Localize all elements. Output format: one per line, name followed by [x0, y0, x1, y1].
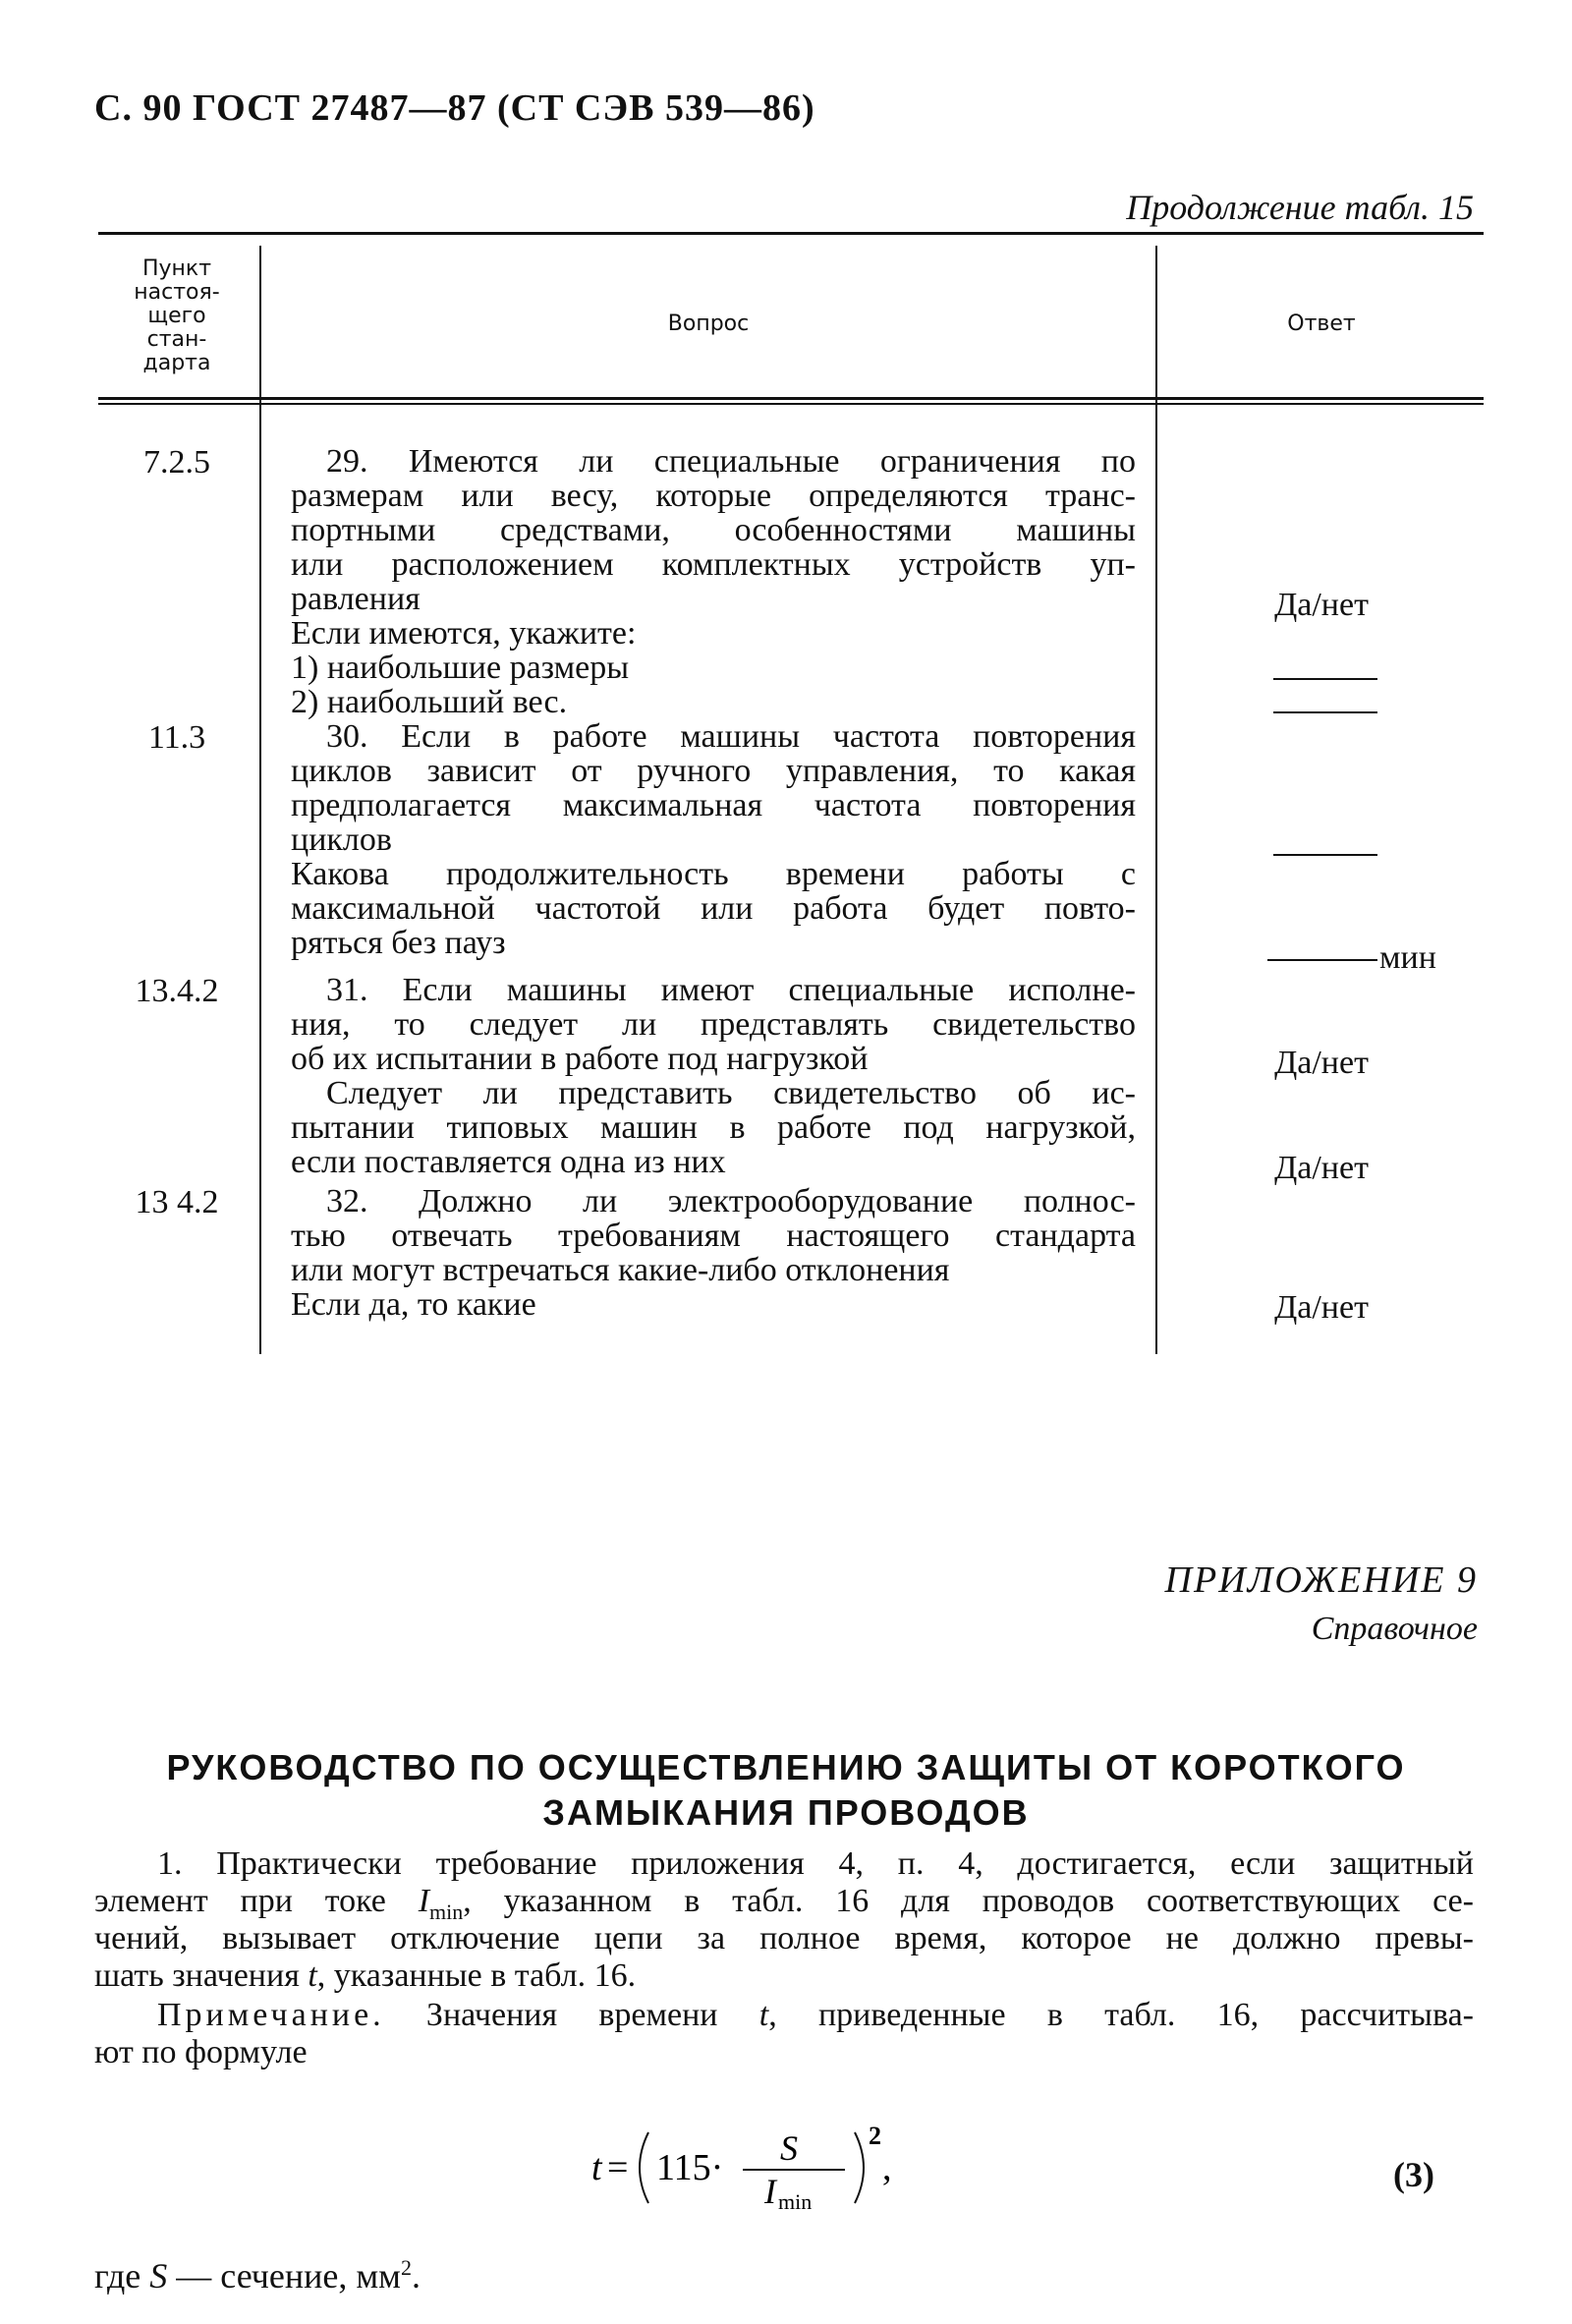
- question-line: предполагается максимальная частота повторения: [291, 788, 1136, 822]
- variable-definition: где S — сечение, $мм^2$.: [94, 2255, 421, 2296]
- formula-equals: =: [607, 2147, 629, 2188]
- question-line: 31. Если машины имеют специальные исполне-: [326, 973, 1136, 1007]
- question-line: максимальной частотой или работа будет повто-: [291, 891, 1136, 926]
- table-header-rule-2: [98, 403, 1484, 405]
- equation-number: (3): [1393, 2155, 1434, 2194]
- paragraph-line: элемент при токе $I_{min}$, указанном в табл. 16 для проводов соответствующих се-: [94, 1883, 1475, 1924]
- question-line: циклов зависит от ручного управления, то какая: [291, 754, 1136, 788]
- question-line: равления: [291, 582, 421, 616]
- table-row-clause: 13.4.2: [135, 973, 219, 1009]
- formula-denominator-sub: min: [778, 2189, 813, 2214]
- question-line: размерам или весу, которые определяются транс-: [291, 479, 1136, 513]
- formula-coefficient: 115·: [656, 2147, 724, 2188]
- running-header: С. 90 ГОСТ 27487—87 (СТ СЭВ 539—86): [94, 87, 815, 129]
- question-line: Какова продолжительность времени работы с: [291, 857, 1136, 891]
- formula-power: 2: [869, 2122, 881, 2150]
- answer-blank: [1267, 959, 1377, 961]
- answer-blank: [1273, 854, 1377, 856]
- answer-value: Да/нет: [1274, 1150, 1369, 1186]
- question-line: Если имеются, укажите:: [291, 616, 637, 651]
- formula-graphic: [588, 2122, 922, 2214]
- answer-value: Да/нет: [1274, 1289, 1369, 1326]
- question-line: Следует ли представить свидетельство об ис-: [326, 1076, 1136, 1110]
- column-divider-1: [259, 246, 261, 1354]
- answer-blank: [1273, 678, 1377, 680]
- formula-denominator-i: I: [764, 2172, 776, 2211]
- table-row-question: [291, 973, 1136, 1179]
- column-header-answer: Ответ: [1287, 312, 1356, 336]
- question-line: Если да, то какие: [291, 1287, 536, 1322]
- question-line: циклов: [291, 822, 392, 857]
- table-row-clause: 11.3: [147, 719, 206, 756]
- paragraph-line: шать значения t, указанные в табл. 16.: [94, 1957, 637, 1994]
- table-row-question: [291, 1184, 1136, 1322]
- answer-blank: [1273, 711, 1377, 713]
- paragraph-1: [94, 1845, 1474, 1995]
- table-row-clause: 7.2.5: [143, 444, 210, 481]
- question-line: пытании типовых машин в работе под нагрузкой,: [291, 1110, 1136, 1145]
- paragraph-line: ют по формуле: [94, 2034, 308, 2070]
- question-line: или могут встречаться какие-либо отклонения: [291, 1253, 950, 1287]
- question-line: 32. Должно ли электрооборудование полнос-: [326, 1184, 1136, 1219]
- appendix-subtitle: Справочное: [1311, 1611, 1478, 1647]
- answer-value: Да/нет: [1274, 587, 1369, 623]
- answer-unit: мин: [1379, 939, 1436, 976]
- table-row-clause: 13 4.2: [135, 1184, 219, 1220]
- question-line: 1) наибольшие размеры: [291, 651, 630, 685]
- left-paren: [640, 2132, 648, 2203]
- formula-numerator: S: [780, 2128, 798, 2168]
- table-continuation-label: Продолжение табл. 15: [1126, 188, 1474, 227]
- question-line: ряться без пауз: [291, 926, 506, 960]
- note-paragraph: [94, 1997, 1474, 2071]
- question-line: ния, то следует ли представлять свидетельство: [291, 1007, 1136, 1042]
- column-header-clause: Пункт настоя- щего стан- дарта: [134, 256, 220, 375]
- formula-t: t: [591, 2147, 602, 2188]
- question-line: портными средствами, особенностями машины: [291, 513, 1136, 547]
- question-line: 30. Если в работе машины частота повторения: [326, 719, 1136, 754]
- answer-value: Да/нет: [1274, 1045, 1369, 1081]
- question-line: об их испытании в работе под нагрузкой: [291, 1042, 869, 1076]
- table-header-rule: [98, 397, 1484, 400]
- table-row-question: [291, 444, 1136, 719]
- table-top-rule: [98, 232, 1484, 235]
- question-line: 2) наибольший вес.: [291, 685, 568, 719]
- column-divider-2: [1155, 246, 1157, 1354]
- question-line: или расположением комплектных устройств уп-: [291, 547, 1136, 582]
- paragraph-line: Примечание. Значения времени t, приведенные в табл. 16, рассчитыва-: [157, 1997, 1475, 2033]
- table-row-question: [291, 719, 1136, 960]
- question-line: если поставляется одна из них: [291, 1145, 726, 1179]
- question-line: 29. Имеются ли специальные ограничения по: [326, 444, 1136, 479]
- question-line: тью отвечать требованиям настоящего стандарта: [291, 1219, 1136, 1253]
- column-header-question: Вопрос: [667, 312, 750, 336]
- formula-comma: ,: [882, 2147, 892, 2188]
- paragraph-line: 1. Практически требование приложения 4, п. 4, достигается, если защитный: [157, 1845, 1474, 1882]
- appendix-title: ПРИЛОЖЕНИЕ 9: [1164, 1559, 1478, 1601]
- section-title: РУКОВОДСТВО ПО ОСУЩЕСТВЛЕНИЮ ЗАЩИТЫ ОТ КОРОТКОГО ЗАМЫКАНИЯ ПРОВОДОВ: [166, 1747, 1406, 1833]
- right-paren: [855, 2132, 864, 2203]
- paragraph-line: чений, вызывает отключение цепи за полное время, которое не должно превы-: [94, 1920, 1474, 1956]
